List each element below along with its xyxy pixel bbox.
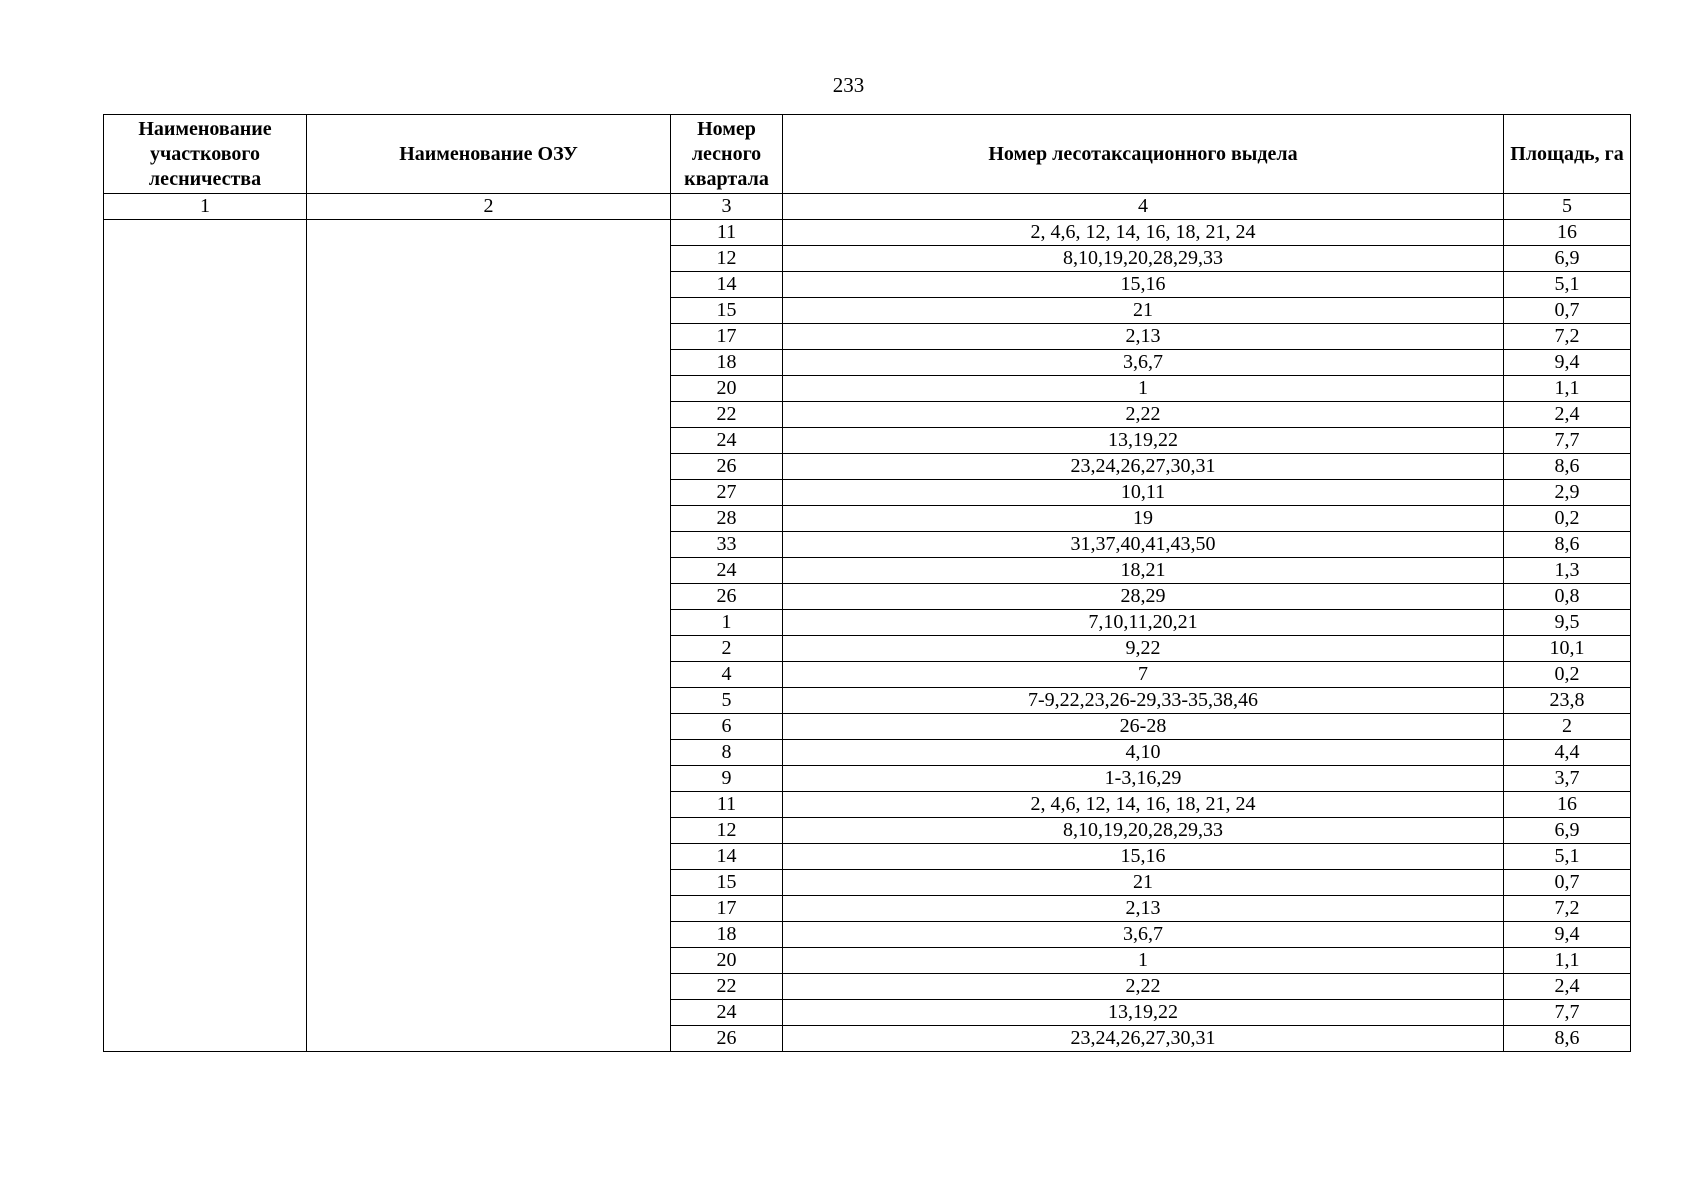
vydel-cell: 1-3,16,29 <box>783 766 1504 792</box>
area-cell: 0,2 <box>1504 662 1631 688</box>
vydel-cell: 10,11 <box>783 480 1504 506</box>
area-cell: 6,9 <box>1504 818 1631 844</box>
column-number-row <box>104 194 1631 220</box>
vydel-cell: 23,24,26,27,30,31 <box>783 1026 1504 1052</box>
kvartal-cell: 24 <box>671 558 783 584</box>
kvartal-cell: 22 <box>671 974 783 1000</box>
kvartal-cell: 26 <box>671 1026 783 1052</box>
kvartal-cell: 26 <box>671 454 783 480</box>
area-cell: 10,1 <box>1504 636 1631 662</box>
area-cell: 2,9 <box>1504 480 1631 506</box>
area-cell: 9,5 <box>1504 610 1631 636</box>
vydel-cell: 7,10,11,20,21 <box>783 610 1504 636</box>
kvartal-cell: 14 <box>671 844 783 870</box>
area-cell: 7,2 <box>1504 896 1631 922</box>
area-cell: 0,7 <box>1504 298 1631 324</box>
kvartal-cell: 24 <box>671 1000 783 1026</box>
area-cell: 1,1 <box>1504 948 1631 974</box>
forest-plots-table <box>103 114 1631 1052</box>
header-ozu: Наименование ОЗУ <box>307 115 671 194</box>
area-cell: 4,4 <box>1504 740 1631 766</box>
area-cell: 2 <box>1504 714 1631 740</box>
vydel-cell: 8,10,19,20,28,29,33 <box>783 818 1504 844</box>
area-cell: 16 <box>1504 792 1631 818</box>
area-cell: 2,4 <box>1504 402 1631 428</box>
column-number: 5 <box>1504 194 1631 220</box>
area-cell: 8,6 <box>1504 454 1631 480</box>
vydel-cell: 2, 4,6, 12, 14, 16, 18, 21, 24 <box>783 792 1504 818</box>
vydel-cell: 19 <box>783 506 1504 532</box>
forestry-name-cell <box>104 220 307 1052</box>
area-cell: 16 <box>1504 220 1631 246</box>
area-cell: 7,7 <box>1504 428 1631 454</box>
vydel-cell: 7 <box>783 662 1504 688</box>
header-forestry: Наименование участкового лесничества <box>104 115 307 194</box>
vydel-cell: 13,19,22 <box>783 1000 1504 1026</box>
kvartal-cell: 17 <box>671 896 783 922</box>
column-number: 2 <box>307 194 671 220</box>
area-cell: 0,2 <box>1504 506 1631 532</box>
kvartal-cell: 33 <box>671 532 783 558</box>
area-cell: 7,2 <box>1504 324 1631 350</box>
area-cell: 8,6 <box>1504 532 1631 558</box>
vydel-cell: 23,24,26,27,30,31 <box>783 454 1504 480</box>
area-cell: 2,4 <box>1504 974 1631 1000</box>
ozu-name-cell <box>307 220 671 1052</box>
kvartal-cell: 1 <box>671 610 783 636</box>
vydel-cell: 18,21 <box>783 558 1504 584</box>
vydel-cell: 8,10,19,20,28,29,33 <box>783 246 1504 272</box>
header-row <box>104 115 1631 194</box>
area-cell: 5,1 <box>1504 272 1631 298</box>
kvartal-cell: 15 <box>671 870 783 896</box>
vydel-cell: 3,6,7 <box>783 922 1504 948</box>
area-cell: 1,3 <box>1504 558 1631 584</box>
header-area: Площадь, га <box>1504 115 1631 194</box>
column-number: 3 <box>671 194 783 220</box>
vydel-cell: 3,6,7 <box>783 350 1504 376</box>
vydel-cell: 21 <box>783 298 1504 324</box>
page-number: 233 <box>832 73 865 97</box>
vydel-cell: 2,22 <box>783 402 1504 428</box>
area-cell: 5,1 <box>1504 844 1631 870</box>
kvartal-cell: 28 <box>671 506 783 532</box>
kvartal-cell: 24 <box>671 428 783 454</box>
kvartal-cell: 9 <box>671 766 783 792</box>
vydel-cell: 1 <box>783 376 1504 402</box>
vydel-cell: 2, 4,6, 12, 14, 16, 18, 21, 24 <box>783 220 1504 246</box>
area-cell: 3,7 <box>1504 766 1631 792</box>
kvartal-cell: 5 <box>671 688 783 714</box>
header-vydel: Номер лесотаксационного выдела <box>783 115 1504 194</box>
vydel-cell: 15,16 <box>783 844 1504 870</box>
area-cell: 6,9 <box>1504 246 1631 272</box>
column-number: 4 <box>783 194 1504 220</box>
area-cell: 9,4 <box>1504 350 1631 376</box>
vydel-cell: 21 <box>783 870 1504 896</box>
kvartal-cell: 18 <box>671 350 783 376</box>
vydel-cell: 2,22 <box>783 974 1504 1000</box>
kvartal-cell: 20 <box>671 376 783 402</box>
area-cell: 1,1 <box>1504 376 1631 402</box>
kvartal-cell: 27 <box>671 480 783 506</box>
kvartal-cell: 26 <box>671 584 783 610</box>
vydel-cell: 26-28 <box>783 714 1504 740</box>
kvartal-cell: 11 <box>671 220 783 246</box>
vydel-cell: 31,37,40,41,43,50 <box>783 532 1504 558</box>
area-cell: 0,7 <box>1504 870 1631 896</box>
table-row <box>104 220 1631 246</box>
vydel-cell: 1 <box>783 948 1504 974</box>
vydel-cell: 2,13 <box>783 896 1504 922</box>
column-number: 1 <box>104 194 307 220</box>
kvartal-cell: 18 <box>671 922 783 948</box>
vydel-cell: 2,13 <box>783 324 1504 350</box>
vydel-cell: 7-9,22,23,26-29,33-35,38,46 <box>783 688 1504 714</box>
vydel-cell: 4,10 <box>783 740 1504 766</box>
area-cell: 23,8 <box>1504 688 1631 714</box>
vydel-cell: 9,22 <box>783 636 1504 662</box>
kvartal-cell: 2 <box>671 636 783 662</box>
area-cell: 0,8 <box>1504 584 1631 610</box>
kvartal-cell: 20 <box>671 948 783 974</box>
area-cell: 9,4 <box>1504 922 1631 948</box>
area-cell: 7,7 <box>1504 1000 1631 1026</box>
vydel-cell: 28,29 <box>783 584 1504 610</box>
kvartal-cell: 22 <box>671 402 783 428</box>
area-cell: 8,6 <box>1504 1026 1631 1052</box>
kvartal-cell: 17 <box>671 324 783 350</box>
kvartal-cell: 14 <box>671 272 783 298</box>
vydel-cell: 15,16 <box>783 272 1504 298</box>
kvartal-cell: 12 <box>671 818 783 844</box>
kvartal-cell: 8 <box>671 740 783 766</box>
kvartal-cell: 6 <box>671 714 783 740</box>
table-body <box>104 220 1631 1052</box>
header-kvartal: Номер лесного квартала <box>671 115 783 194</box>
kvartal-cell: 12 <box>671 246 783 272</box>
kvartal-cell: 15 <box>671 298 783 324</box>
kvartal-cell: 4 <box>671 662 783 688</box>
vydel-cell: 13,19,22 <box>783 428 1504 454</box>
kvartal-cell: 11 <box>671 792 783 818</box>
